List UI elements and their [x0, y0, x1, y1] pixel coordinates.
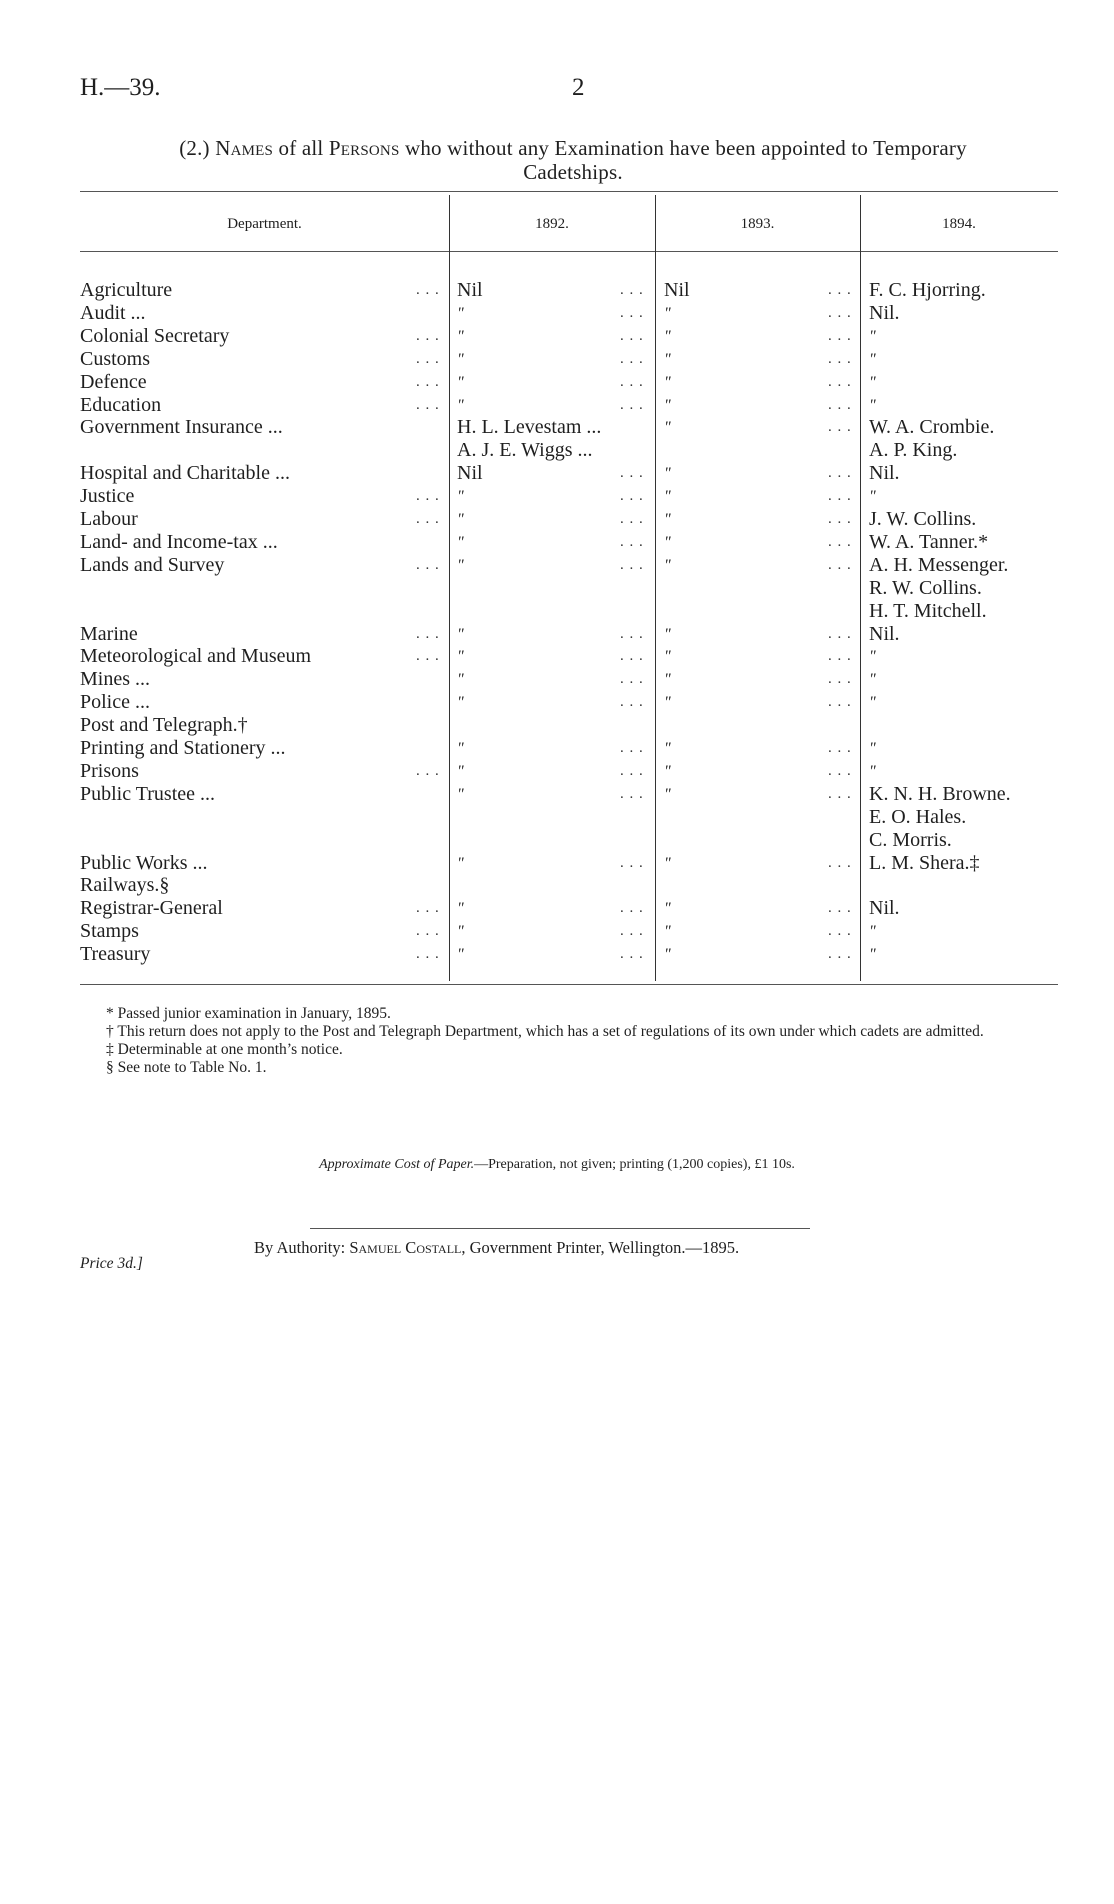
cell-1893: " — [664, 350, 671, 368]
cell-1894: " — [869, 648, 876, 666]
cell-1893: " — [664, 511, 671, 528]
dept-cell: Land- and Income-tax ... — [80, 530, 278, 553]
dept-cell: Colonial Secretary — [80, 324, 230, 347]
leader-dots: . . . — [620, 488, 644, 505]
leader-dots: . . . — [620, 671, 644, 688]
leader-dots: . . . — [416, 648, 440, 665]
cell-1894: C. Morris. — [869, 828, 952, 851]
cell-1892: " — [457, 854, 464, 872]
cell-1894: L. M. Shera.‡ — [869, 851, 980, 874]
table-row — [0, 806, 1114, 829]
cell-1893: " — [664, 488, 671, 506]
cell-1892: " — [457, 785, 464, 803]
authority-suffix: , Government Printer, Wellington.—1895. — [461, 1238, 740, 1257]
leader-dots: . . . — [416, 556, 440, 573]
cell-1893: " — [664, 694, 671, 712]
dept-cell: Prisons — [80, 759, 139, 782]
page-number: 2 — [572, 74, 585, 101]
leader-dots: . . . — [620, 511, 644, 527]
leader-dots: . . . — [620, 923, 644, 940]
leader-dots: . . . — [620, 900, 644, 917]
cell-1894: " — [869, 396, 876, 414]
table-top-rule — [80, 191, 1058, 192]
cell-1892: " — [457, 946, 464, 964]
dept-cell: Audit ... — [80, 301, 146, 324]
table-bottom-rule — [80, 984, 1058, 985]
leader-dots: . . . — [620, 327, 644, 344]
cell-1893: " — [664, 396, 671, 414]
leader-dots: . . . — [620, 350, 644, 367]
cell-1892: " — [457, 900, 464, 918]
cell-1893: " — [664, 648, 671, 666]
leader-dots: . . . — [416, 511, 440, 527]
dept-cell: Agriculture — [80, 279, 173, 301]
cell-1894: Nil. — [869, 301, 900, 324]
footnote: ‡ Determinable at one month’s notice. — [106, 1041, 343, 1058]
cell-1892: " — [457, 533, 464, 551]
table-header-rule — [80, 251, 1058, 252]
table-row — [0, 416, 1114, 439]
cell-1894: A. H. Messenger. — [869, 553, 1009, 576]
leader-dots: . . . — [828, 488, 852, 505]
footnote: † This return does not apply to the Post and Telegraph Department, which has a set of regulations of its own under which cadets are admitted. — [106, 1023, 984, 1040]
title-rest: who without any Examination have been appointed to Temporary — [404, 136, 967, 160]
table-row — [0, 394, 1114, 417]
table-row — [0, 302, 1114, 325]
leader-dots: . . . — [620, 373, 644, 390]
cell-1894: F. C. Hjorring. — [869, 279, 986, 301]
cell-1893: " — [664, 785, 671, 803]
leader-dots: . . . — [416, 762, 440, 779]
cell-1892: H. L. Levestam ... — [457, 416, 602, 439]
leader-dots: . . . — [828, 373, 852, 390]
title-word-persons: Persons — [328, 136, 400, 160]
leader-dots: . . . — [828, 785, 852, 802]
leader-dots: . . . — [620, 282, 644, 298]
table-row — [0, 577, 1114, 600]
dept-cell: Post and Telegraph.† — [80, 714, 248, 737]
cell-1892: " — [457, 373, 464, 391]
leader-dots: . . . — [828, 762, 852, 779]
dept-cell: Lands and Survey — [80, 553, 225, 576]
leader-dots: . . . — [620, 785, 644, 802]
cell-1894: " — [869, 671, 876, 689]
table-row — [0, 714, 1114, 737]
cell-1894: A. P. King. — [869, 439, 958, 462]
cost-text: —Preparation, not given; printing (1,200 copies), £1 10s. — [474, 1157, 795, 1172]
cell-1892: " — [457, 625, 464, 643]
table-row — [0, 920, 1114, 943]
leader-dots: . . . — [828, 648, 852, 665]
dept-cell: Defence — [80, 370, 147, 393]
table-row — [0, 485, 1114, 508]
cell-1892: " — [457, 488, 464, 506]
leader-dots: . . . — [828, 396, 852, 413]
dept-cell: Education — [80, 393, 162, 416]
price: Price 3d.] — [80, 1255, 143, 1272]
leader-dots: . . . — [620, 854, 644, 871]
table-row — [0, 691, 1114, 714]
leader-dots: . . . — [828, 671, 852, 688]
cell-1893: " — [664, 900, 671, 918]
leader-dots: . . . — [416, 373, 440, 390]
leader-dots: . . . — [620, 465, 644, 482]
cell-1893: " — [664, 923, 671, 941]
title-mid: of all — [278, 136, 324, 160]
dept-cell: Printing and Stationery ... — [80, 737, 286, 759]
cell-1892: " — [457, 694, 464, 712]
title-word-names: Names — [215, 136, 274, 160]
cell-1893: " — [664, 854, 671, 872]
leader-dots: . . . — [620, 533, 644, 550]
cell-1894: R. W. Collins. — [869, 576, 982, 599]
leader-dots: . . . — [620, 762, 644, 779]
dept-cell: Hospital and Charitable ... — [80, 462, 290, 485]
leader-dots: . . . — [416, 625, 440, 642]
footnote: § See note to Table No. 1. — [106, 1059, 267, 1076]
cell-1892: " — [457, 304, 464, 322]
cell-1893: " — [664, 671, 671, 689]
leader-dots: . . . — [828, 327, 852, 344]
leader-dots: . . . — [828, 694, 852, 711]
cell-1894: " — [869, 946, 876, 964]
cell-1893: " — [664, 740, 671, 757]
cell-1894: Nil. — [869, 622, 900, 645]
cell-1894: E. O. Hales. — [869, 805, 967, 828]
table-row — [0, 943, 1114, 966]
leader-dots: . . . — [416, 350, 440, 367]
leader-dots: . . . — [620, 304, 644, 321]
dept-cell: Justice — [80, 485, 135, 508]
table-row — [0, 829, 1114, 852]
cell-1894: Nil. — [869, 897, 900, 920]
leader-dots: . . . — [828, 854, 852, 871]
table-row — [0, 508, 1114, 531]
cell-1892: " — [457, 671, 464, 689]
cell-1894: " — [869, 327, 876, 345]
cell-1894: J. W. Collins. — [869, 508, 977, 530]
leader-dots: . . . — [828, 350, 852, 367]
leader-dots: . . . — [416, 327, 440, 344]
cost-note — [0, 1157, 1114, 1173]
leader-dots: . . . — [828, 900, 852, 917]
leader-dots: . . . — [828, 533, 852, 550]
cell-1893: Nil — [664, 279, 690, 301]
table-row — [0, 737, 1114, 760]
dept-cell: Mines ... — [80, 668, 150, 691]
header-1892: 1892. — [535, 216, 569, 232]
cell-1892: " — [457, 556, 464, 574]
document-reference: H.—39. — [80, 74, 161, 101]
dept-cell: Public Works ... — [80, 851, 208, 874]
leader-dots: . . . — [828, 556, 852, 573]
dept-cell: Public Trustee ... — [80, 782, 216, 805]
leader-dots: . . . — [620, 648, 644, 665]
cell-1893: " — [664, 327, 671, 345]
cell-1894: " — [869, 488, 876, 506]
leader-dots: . . . — [828, 282, 852, 298]
cell-1892: " — [457, 923, 464, 941]
header-1893: 1893. — [740, 216, 775, 232]
cell-1892: " — [457, 648, 464, 666]
dept-cell: Stamps — [80, 920, 139, 943]
header-department: Department. — [227, 216, 302, 232]
cell-1893: " — [664, 762, 671, 780]
authority-rule — [310, 1228, 810, 1229]
cell-1894: " — [869, 762, 876, 780]
dept-cell: Police ... — [80, 691, 150, 714]
cell-1894: Nil. — [869, 462, 900, 485]
cell-1892: Nil — [457, 279, 483, 301]
cell-1892: " — [457, 327, 464, 345]
leader-dots: . . . — [620, 556, 644, 573]
cell-1894: K. N. H. Browne. — [869, 782, 1011, 805]
leader-dots: . . . — [416, 396, 440, 413]
table-row — [0, 668, 1114, 691]
cell-1892: " — [457, 762, 464, 780]
header-1894: 1894. — [942, 216, 976, 232]
table-row — [0, 531, 1114, 554]
leader-dots: . . . — [416, 923, 440, 940]
cell-1892: A. J. E. Wiggs ... — [457, 439, 593, 462]
leader-dots: . . . — [620, 740, 644, 756]
table-row — [0, 554, 1114, 577]
leader-dots: . . . — [828, 304, 852, 321]
leader-dots: . . . — [828, 923, 852, 940]
title-line2: Cadetships. — [523, 160, 623, 184]
table-row — [0, 760, 1114, 783]
leader-dots: . . . — [416, 488, 440, 505]
dept-cell: Marine — [80, 622, 138, 645]
dept-cell: Registrar-General — [80, 897, 223, 920]
leader-dots: . . . — [416, 900, 440, 917]
leader-dots: . . . — [828, 740, 852, 756]
cell-1894: " — [869, 694, 876, 712]
cell-1893: " — [664, 373, 671, 391]
cell-1893: " — [664, 465, 671, 483]
dept-cell: Government Insurance ... — [80, 416, 283, 439]
table-row — [0, 462, 1114, 485]
dept-cell: Meteorological and Museum — [80, 645, 312, 668]
table-row — [0, 783, 1114, 806]
cell-1894: W. A. Tanner.* — [869, 530, 989, 553]
cell-1894: " — [869, 350, 876, 368]
cell-1892: Nil — [457, 462, 483, 485]
leader-dots: . . . — [620, 694, 644, 711]
table-row — [0, 645, 1114, 668]
leader-dots: . . . — [828, 625, 852, 642]
cell-1893: " — [664, 946, 671, 964]
leader-dots: . . . — [620, 946, 644, 963]
table-row — [0, 623, 1114, 646]
leader-dots: . . . — [416, 946, 440, 963]
table-row — [0, 852, 1114, 875]
cell-1892: " — [457, 740, 464, 757]
dept-cell: Treasury — [80, 943, 151, 966]
cell-1894: " — [869, 740, 876, 757]
table-row — [0, 279, 1114, 302]
cell-1893: " — [664, 625, 671, 643]
table-row — [0, 439, 1114, 462]
table-row — [0, 600, 1114, 623]
leader-dots: . . . — [828, 946, 852, 963]
dept-cell: Railways.§ — [80, 874, 170, 897]
title-number: (2.) — [179, 136, 210, 160]
cell-1893: " — [664, 304, 671, 322]
table-row — [0, 371, 1114, 394]
leader-dots: . . . — [620, 625, 644, 642]
dept-cell: Labour — [80, 508, 138, 530]
cell-1893: " — [664, 533, 671, 551]
leader-dots: . . . — [828, 511, 852, 527]
leader-dots: . . . — [620, 396, 644, 413]
cell-1892: " — [457, 396, 464, 414]
footnote: * Passed junior examination in January, 1895. — [106, 1005, 391, 1022]
cell-1893: " — [664, 556, 671, 574]
printer-name: Samuel Costall — [349, 1238, 462, 1257]
cell-1893: " — [664, 419, 671, 437]
leader-dots: . . . — [828, 465, 852, 482]
cell-1892: " — [457, 350, 464, 368]
table-row — [0, 874, 1114, 897]
cell-1894: " — [869, 373, 876, 391]
dept-cell: Customs — [80, 347, 151, 370]
table-row — [0, 348, 1114, 371]
cell-1894: H. T. Mitchell. — [869, 599, 987, 622]
authority-prefix: By Authority: — [254, 1238, 346, 1257]
cost-label: Approximate Cost of Paper. — [319, 1157, 475, 1172]
printer-imprint — [254, 1238, 739, 1258]
cell-1894: W. A. Crombie. — [869, 416, 995, 439]
leader-dots: . . . — [828, 419, 852, 436]
table-row — [0, 897, 1114, 920]
cell-1892: " — [457, 511, 464, 528]
leader-dots: . . . — [416, 282, 440, 298]
table-title — [78, 136, 1068, 184]
cell-1894: " — [869, 923, 876, 941]
table-row — [0, 325, 1114, 348]
footnotes — [78, 1005, 1064, 1077]
